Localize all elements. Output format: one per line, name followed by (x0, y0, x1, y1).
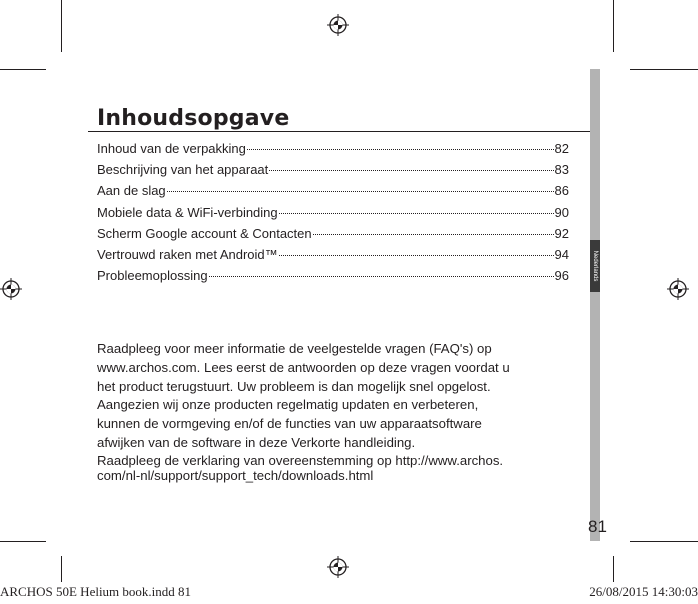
paragraph-line: Aangezien wij onze producten regelmatig updaten en verbeteren, (97, 397, 479, 413)
toc-entry-title: Vertrouwd raken met Android™ (97, 246, 278, 262)
title-underline (88, 131, 590, 132)
paragraph-line: het product terugstuurt. Uw probleem is dan mogelijk snel opgelost. (97, 378, 491, 394)
toc-entry-page: 96 (554, 268, 569, 284)
crop-mark-bottom-right-vertical (613, 556, 614, 582)
toc-entry-page: 94 (554, 246, 569, 262)
toc-entry-page: 86 (554, 183, 569, 199)
toc-leader-dots (167, 191, 554, 192)
toc-leader-dots (279, 213, 554, 214)
footer-timestamp: 26/08/2015 14:30:03 (589, 584, 698, 599)
paragraph-line: Raadpleeg de verklaring van overeenstemming op http://www.archos. (97, 452, 504, 468)
crop-mark-top-left-horizontal (0, 69, 46, 70)
language-tab (590, 240, 600, 292)
toc-entry-title: Mobiele data & WiFi-verbinding (97, 204, 278, 220)
toc-leader-dots (247, 149, 554, 150)
toc-leader-dots (279, 255, 554, 256)
toc-entry[interactable] (97, 202, 569, 223)
crop-mark-top-left-vertical (61, 0, 62, 52)
registration-mark-top-icon (327, 14, 349, 36)
toc-entry-title: Beschrijving van het apparaat (97, 162, 269, 178)
toc-entry-title: Aan de slag (97, 183, 166, 199)
footer-file-name: ARCHOS 50E Helium book.indd 81 (0, 584, 192, 599)
paragraph-line: com/nl-nl/support/support_tech/downloads.html (97, 467, 374, 483)
toc-leader-dots (313, 234, 554, 235)
toc-entry-title: Probleemoplossing (97, 268, 208, 284)
toc-entry-page: 83 (554, 162, 569, 178)
toc-entry[interactable] (97, 244, 569, 265)
toc-leader-dots (269, 170, 553, 171)
registration-mark-left-icon (0, 278, 22, 300)
paragraph-line: afwijken van de software in deze Verkorte handleiding. (97, 434, 416, 450)
table-of-contents (97, 138, 569, 286)
page-title: Inhoudsopgave (97, 106, 290, 131)
crop-mark-bottom-left-horizontal (0, 541, 46, 542)
paragraph-line: Raadpleeg voor meer informatie de veelgestelde vragen (FAQ's) op (97, 341, 492, 356)
crop-mark-top-right-horizontal (630, 69, 698, 70)
toc-entry[interactable] (97, 138, 569, 159)
language-tab-label: Nederlands (592, 250, 598, 282)
info-paragraph (97, 340, 597, 483)
toc-entry[interactable] (97, 159, 569, 180)
paragraph-line: www.archos.com. Lees eerst de antwoorden op deze vragen voordat u (97, 359, 510, 375)
toc-entry[interactable] (97, 265, 569, 286)
page-number: 81 (588, 517, 607, 536)
toc-entry[interactable] (97, 223, 569, 244)
toc-entry-title: Scherm Google account & Contacten (97, 225, 312, 241)
toc-entry-title: Inhoud van de verpakking (97, 141, 246, 156)
toc-leader-dots (209, 276, 554, 277)
toc-entry-page: 92 (554, 225, 569, 241)
registration-mark-right-icon (667, 278, 689, 300)
toc-entry-page: 90 (554, 204, 569, 220)
crop-mark-top-right-vertical (613, 0, 614, 52)
toc-entry-page: 82 (554, 141, 569, 156)
toc-entry[interactable] (97, 180, 569, 201)
paragraph-line: kunnen de vormgeving en/of de functies van uw apparaatsoftware (97, 416, 482, 432)
crop-mark-bottom-right-horizontal (630, 541, 698, 542)
crop-mark-bottom-left-vertical (61, 556, 62, 582)
registration-mark-bottom-icon (327, 556, 349, 578)
